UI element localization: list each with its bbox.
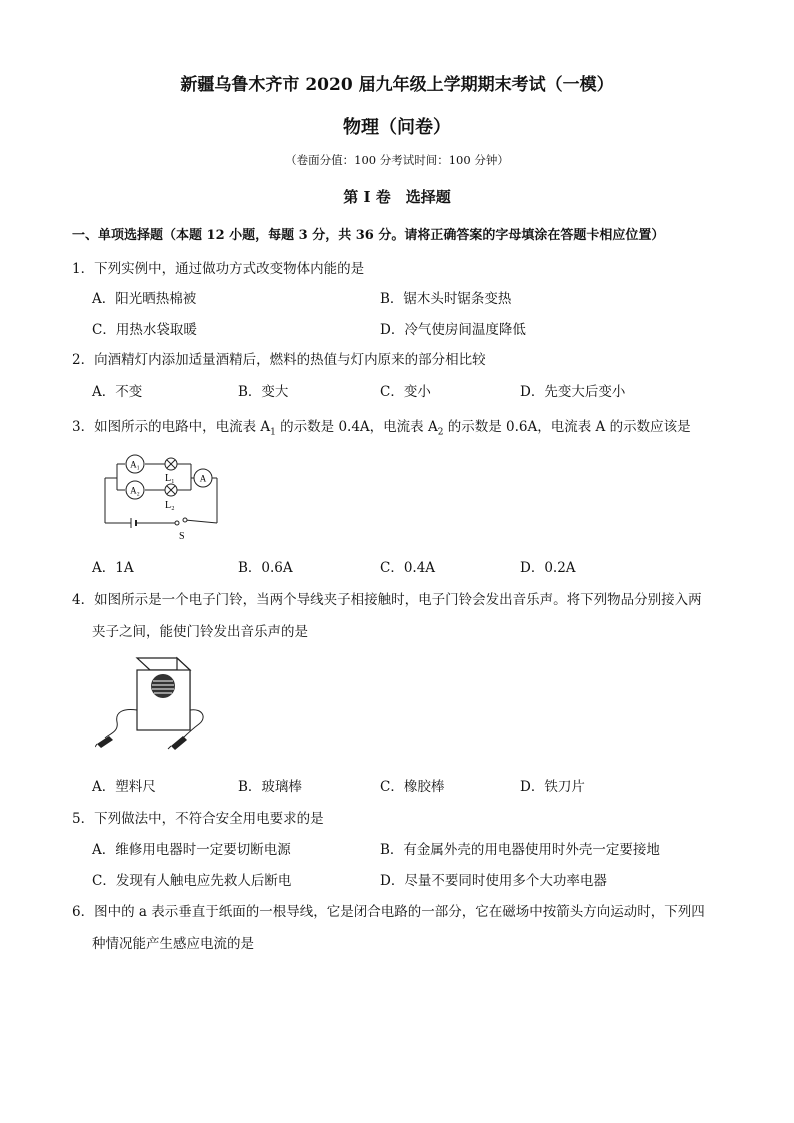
question-1-stem: 1．下列实例中，通过做功方式改变物体内能的是 [72, 261, 365, 277]
question-6-stem-line2: 种情况能产生感应电流的是 [92, 936, 254, 952]
question-4-stem-line1: 4．如图所示是一个电子门铃，当两个导线夹子相接触时，电子门铃会发出音乐声。将下列物品分别接入两 [72, 592, 702, 608]
ammeter-a2-icon [126, 481, 144, 499]
question-2-option-d: D．先变大后变小 [520, 384, 626, 400]
circuit-diagram [95, 448, 225, 543]
subject-title: 物理（问卷） [343, 117, 451, 138]
question-1-option-b: B．锯木头时锯条变热 [380, 291, 512, 307]
wire-clip-left-icon [95, 736, 113, 748]
lamp-l2-label: L₂ [165, 500, 175, 511]
question-2-option-c: C．变小 [380, 384, 431, 400]
question-5-option-b: B．有金属外壳的用电器使用时外壳一定要接地 [380, 842, 660, 858]
svg-text:A₂: A₂ [130, 485, 140, 496]
question-5-option-a: A．维修用电器时一定要切断电源 [92, 842, 291, 858]
lamp-l2-icon [165, 484, 177, 496]
question-3-option-c: C．0.4A [380, 560, 436, 576]
svg-text:A₁: A₁ [130, 459, 140, 470]
section-heading: 一、单项选择题（本题 12 小题，每题 3 分，共 36 分。请将正确答案的字母填涂在答题卡相应位置） [72, 228, 665, 243]
question-2-stem: 2．向酒精灯内添加适量酒精后，燃料的热值与灯内原来的部分相比较 [72, 352, 486, 368]
question-1-option-c: C．用热水袋取暖 [92, 322, 197, 338]
switch-icon [175, 518, 187, 525]
question-5-stem: 5．下列做法中，不符合安全用电要求的是 [72, 811, 324, 827]
lamp-l1-label: L₁ [165, 473, 175, 484]
question-3-option-d: D．0.2A [520, 560, 576, 576]
question-4-option-c: C．橡胶棒 [380, 779, 445, 795]
exam-title: 新疆乌鲁木齐市 2020 届九年级上学期期末考试（一模） [180, 75, 614, 95]
question-1-option-d: D．冷气使房间温度降低 [380, 322, 526, 338]
question-2-option-b: B．变大 [238, 384, 289, 400]
question-3-option-a: A．1A [92, 560, 134, 576]
question-6-stem-line1: 6．图中的 a 表示垂直于纸面的一根导线，它是闭合电路的一部分，它在磁场中按箭头方向运动时，下列四 [72, 904, 705, 920]
question-3-stem: 3．如图所示的电路中，电流表 $A_1$ 的示数是 0.4A，电流表 $A_2$ 的示数是 0.6A，电流表 A 的示数应该是 [72, 419, 691, 438]
ammeter-a1-icon [126, 455, 144, 473]
question-2-option-a: A．不变 [92, 384, 143, 400]
switch-label: S [179, 531, 185, 542]
wire-clip-right-icon [168, 736, 187, 750]
doorbell-figure [95, 650, 235, 755]
question-4-option-b: B．玻璃棒 [238, 779, 302, 795]
question-5-option-d: D．尽量不要同时使用多个大功率电器 [380, 873, 607, 889]
question-4-option-d: D．铁刀片 [520, 779, 585, 795]
question-3-option-b: B．0.6A [238, 560, 293, 576]
ammeter-a-icon [194, 469, 212, 487]
question-4-stem-line2: 夹子之间，能使门铃发出音乐声的是 [92, 624, 308, 640]
exam-info: （卷面分值：100 分考试时间：100 分钟） [285, 153, 509, 167]
question-1-option-a: A．阳光晒热棉被 [92, 291, 197, 307]
speaker-grille-icon [151, 674, 175, 698]
lamp-l1-icon [165, 458, 177, 470]
question-5-option-c: C．发现有人触电应先救人后断电 [92, 873, 292, 889]
volume-title: 第 Ⅰ 卷 选择题 [343, 188, 451, 206]
question-4-option-a: A．塑料尺 [92, 779, 156, 795]
svg-text:A: A [199, 473, 207, 484]
